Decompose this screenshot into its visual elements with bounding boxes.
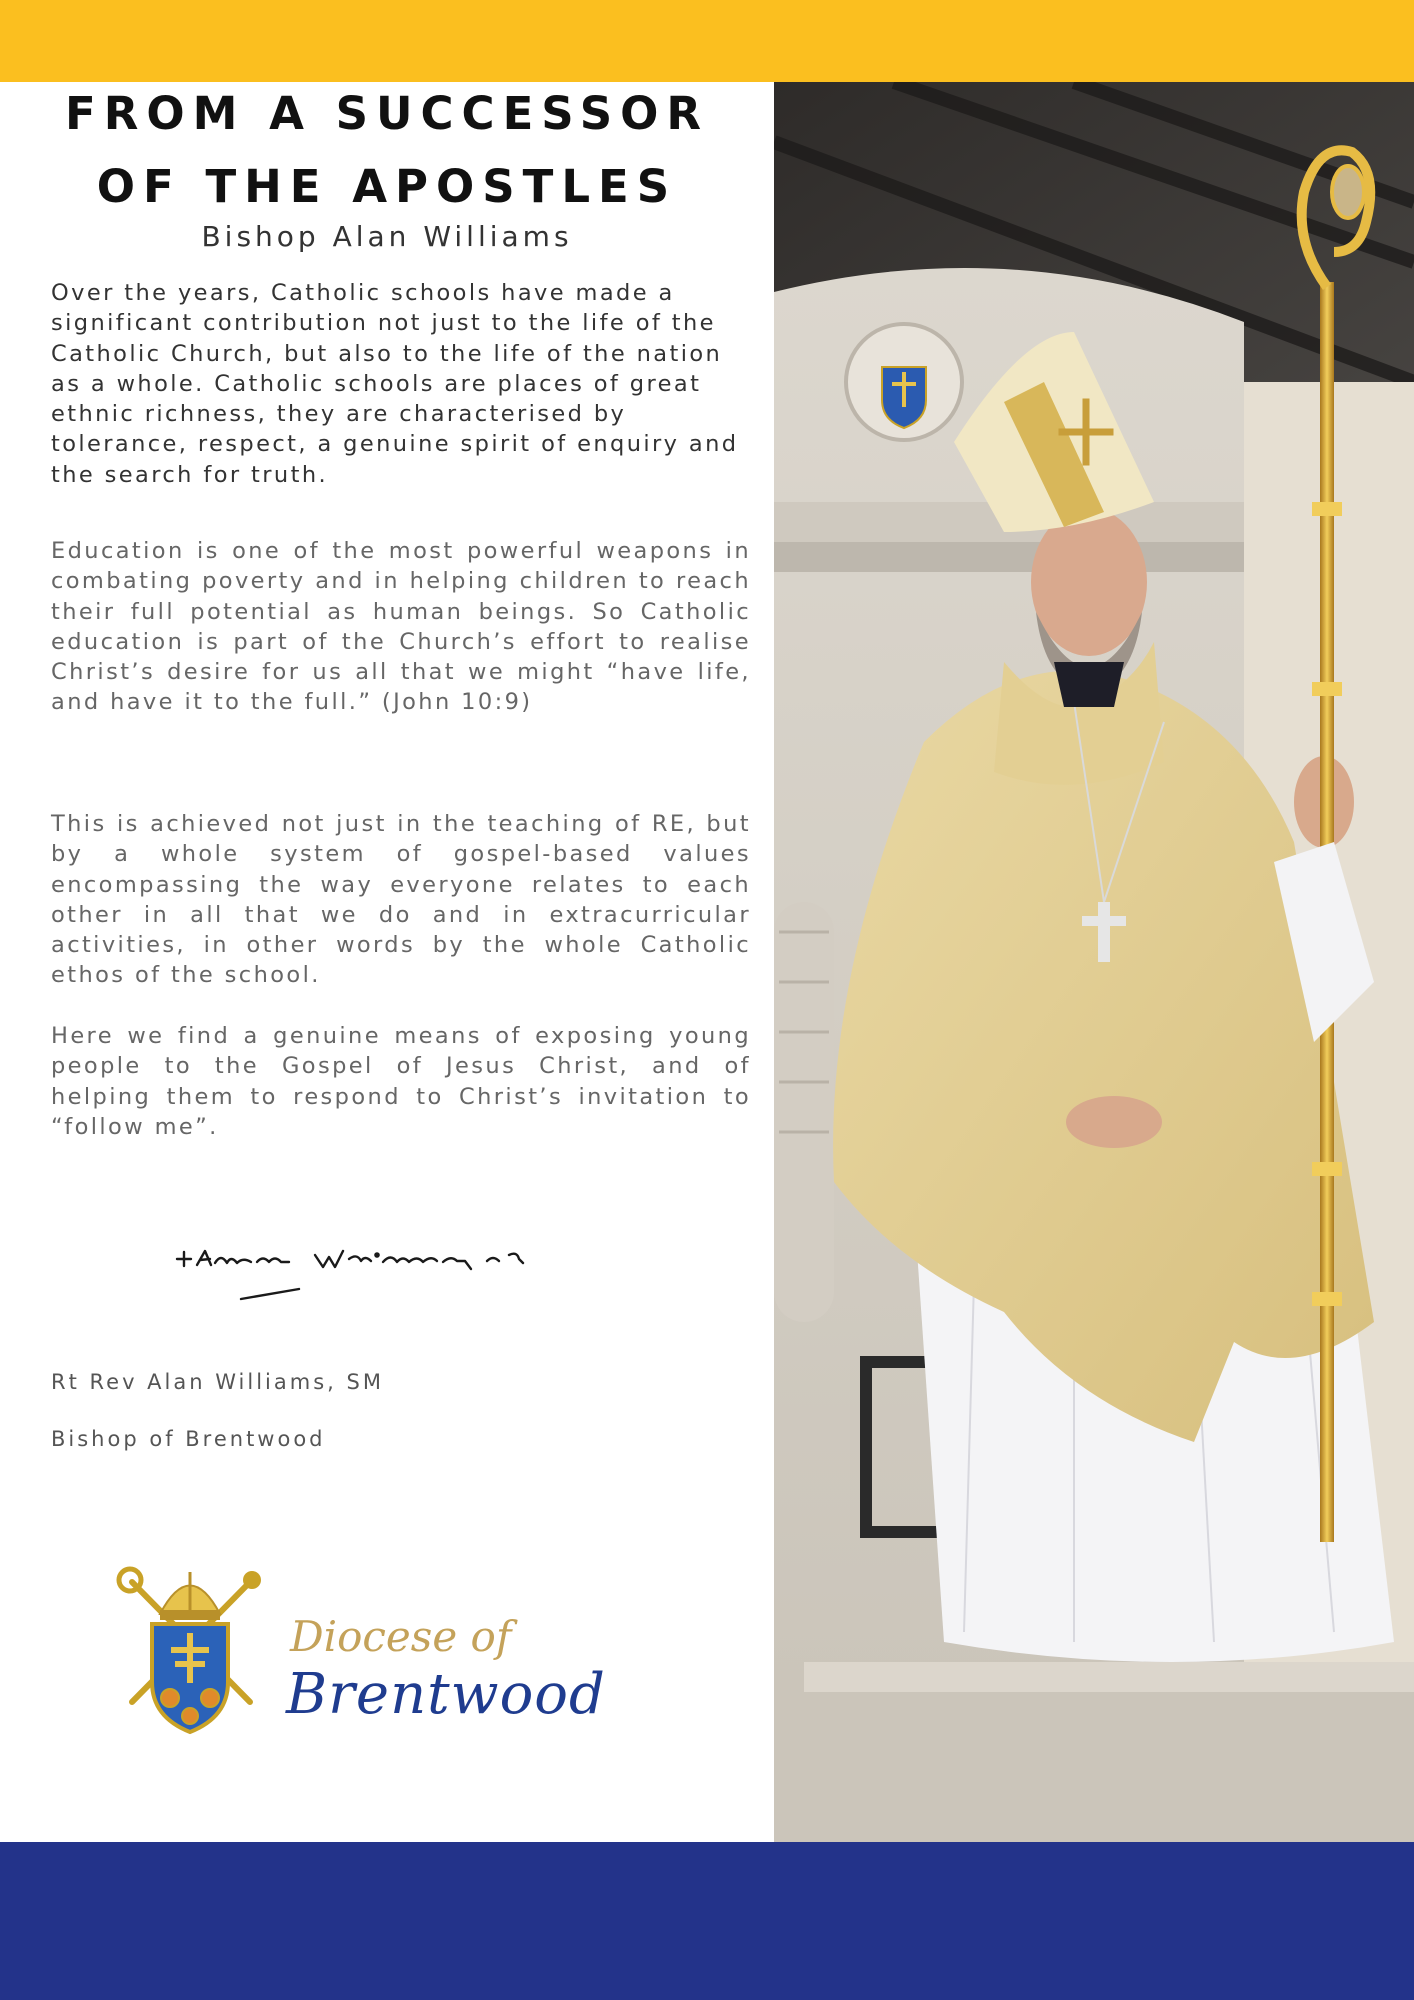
body-paragraph-4: Here we find a genuine means of exposing young people to the Gospel of Jesus Christ, and of helping them to respond to Christ’s invitation to “follow me”. [51,1023,751,1140]
body-paragraph-1: Over the years, Catholic schools have made a significant contribution not just to the life of the Catholic Church, but also to the life of the nation as a whole. Catholic schools are places of great ethnic richness, they are characterised by tolerance, respect, a genuine spirit of enquiry and the search for truth. [51,280,739,488]
body-paragraph-2: Education is one of the most powerful weapons in combating poverty and in helping children to reach their full potential as human beings. So Catholic education is part of the Church’s effort to realise Christ’s desire for us all that we might “have life, and have it to the full.” (John 10:9) [51,538,751,716]
signatory-role: Bishop of Brentwood [51,1427,326,1451]
diocese-logo [110,1552,650,1742]
body-paragraph-3: This is achieved not just in the teaching of RE, but by a whole system of gospel-based values encompassing the way everyone relates to each other in all that we do and in extracurricular activities, in other words by the whole Catholic ethos of the school. [51,811,751,989]
signatory-name: Rt Rev Alan Williams, SM [51,1370,384,1394]
bishop-portrait-image [774,82,1414,1842]
bottom-color-bar [0,1842,1414,2000]
text-column [0,82,774,1842]
diocese-crest-icon [110,1552,270,1742]
page-subtitle: Bishop Alan Williams [201,220,573,253]
page-title-line-1: FROM A SUCCESSOR [64,87,710,140]
logo-text-diocese-of: Diocese of [290,1612,512,1661]
logo-text-brentwood: Brentwood [286,1662,606,1727]
handwritten-signature [165,1217,605,1327]
bishop-photo [774,82,1414,1842]
page-title-line-2: OF THE APOSTLES [96,160,678,213]
top-color-bar [0,0,1414,82]
